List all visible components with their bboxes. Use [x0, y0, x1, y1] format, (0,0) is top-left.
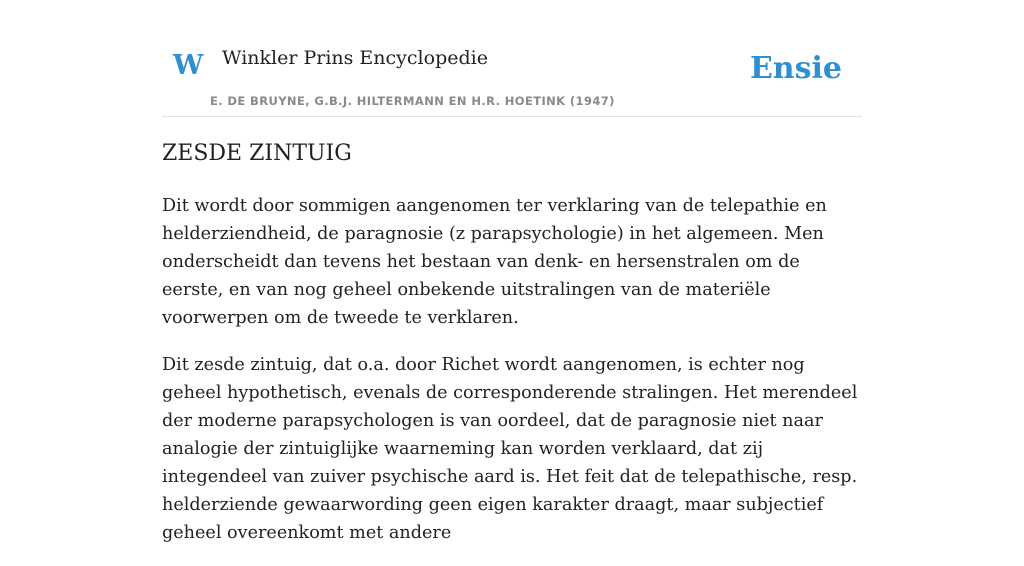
article-body: [162, 192, 862, 566]
paragraph: Dit wordt door sommigen aangenomen ter verklaring van de telepathie en helderziendheid, de paragnosie (z parapsychologie) in het algemeen. Men onderscheidt dan tevens het bestaan van denk- en hersenstralen om de eerste, en van nog geheel onbekende uitstralingen van de materiële voorwerpen om de tweede te verklaren.: [162, 196, 827, 328]
entry-title: ZESDE ZINTUIG: [162, 141, 352, 166]
header: [162, 0, 862, 117]
winkler-prins-logo[interactable]: W: [173, 50, 204, 81]
paragraph: Dit zesde zintuig, dat o.a. door Richet wordt aangenomen, is echter nog geheel hypothetisch, evenals de corresponderende stralingen. Het merendeel der moderne parapsychologen is van oordeel, dat de paragnosie niet naar analogie der zintuiglijke waarneming kan worden verklaard, dat zij integendeel van zuiver psychische aard is. Het feit dat de telepathische, resp. helderziende gewaarwording geen eigen karakter draagt, maar subjectief geheel overeenkomt met andere: [162, 355, 858, 543]
ensie-brand-link[interactable]: Ensie: [749, 51, 842, 86]
publication-title[interactable]: Winkler Prins Encyclopedie: [222, 47, 488, 69]
authors-line: E. DE BRUYNE, G.B.J. HILTERMANN EN H.R. HOETINK (1947): [210, 94, 615, 108]
document-page: [162, 0, 862, 543]
